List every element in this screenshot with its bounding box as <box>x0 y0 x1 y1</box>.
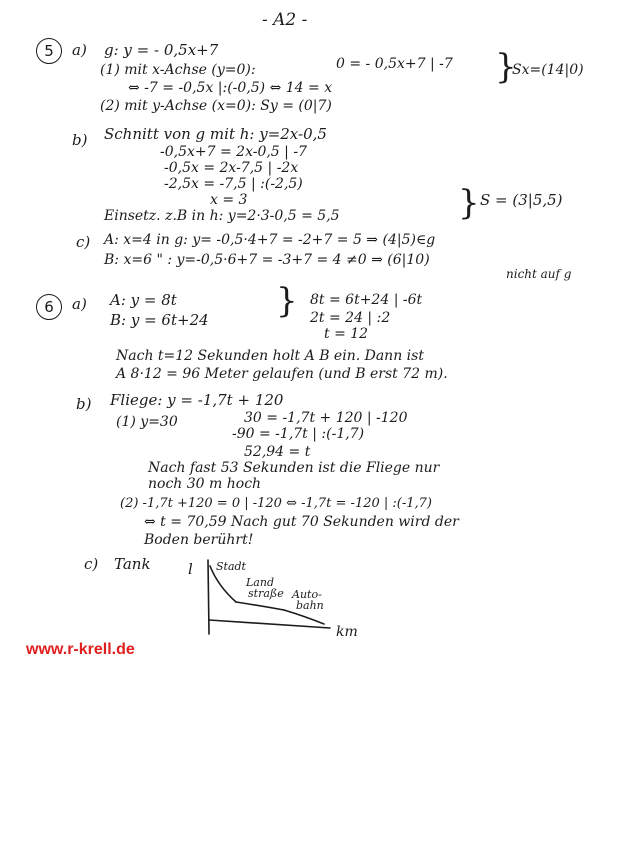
task-6a-runner-b: B: y = 6t+24 <box>110 311 209 329</box>
task-6a-brace: } <box>276 281 298 321</box>
task-5-number: 5 <box>36 38 62 64</box>
page-number-label: - A2 - <box>262 10 308 30</box>
task-5b-intro: Schnitt von g mit h: y=2x-0,5 <box>104 125 327 143</box>
task-5b-label: b) <box>72 131 88 149</box>
task-5a-brace: } <box>495 47 517 87</box>
tank-graph-curve-city <box>210 566 236 602</box>
task-5b-eq4: x = 3 <box>210 192 248 208</box>
task-5b-brace: } <box>458 183 480 223</box>
task-5c-point-a: A: x=4 in g: y= -0,5·4+7 = -2+7 = 5 ⇒ (4|5)∈g <box>104 232 436 248</box>
task-6a-eq3: t = 12 <box>324 326 369 342</box>
task-5c-point-b: B: x=6 " : y=-0,5·6+7 = -3+7 = 4 ≠0 ⇒ (6|10) <box>104 252 430 268</box>
task-5b-substitute: Einsetz. z.B in h: y=2·3-0,5 = 5,5 <box>104 208 340 224</box>
website-link[interactable]: www.r-krell.de <box>26 641 135 658</box>
task-6c-word: Tank <box>114 555 151 573</box>
task-6b-text1: Nach fast 53 Sekunden ist die Fliege nur <box>148 460 440 476</box>
task-6a-eq2: 2t = 24 | :2 <box>310 310 391 326</box>
task-6c-label: c) <box>84 555 99 573</box>
tank-axis-y-label: l <box>188 560 193 578</box>
task-6b-eq3: 52,94 = t <box>244 444 311 460</box>
tank-graph-curve-country <box>236 602 284 610</box>
task-6a-text2: A 8·12 = 96 Meter gelaufen (und B erst 72 m). <box>116 366 448 382</box>
task-6a-runner-a: A: y = 8t <box>110 291 177 309</box>
task-6b-label: b) <box>76 395 92 413</box>
task-5b-eq2: -0,5x = 2x-7,5 | -2x <box>164 160 299 176</box>
task-6b-text2: noch 30 m hoch <box>148 476 262 492</box>
task-5b-eq1: -0,5x+7 = 2x-0,5 | -7 <box>160 144 307 160</box>
task-5c-not-on-g: nicht auf g <box>506 267 572 281</box>
tank-graph-x-axis <box>209 620 330 628</box>
task-6a-text1: Nach t=12 Sekunden holt A B ein. Dann ist <box>116 348 424 364</box>
task-5b-intersection: S = (3|5,5) <box>480 191 563 209</box>
task-5a-x-axis-equation: 0 = - 0,5x+7 | -7 <box>336 56 453 72</box>
task-5a-sx-result: Sx=(14|0) <box>512 62 584 78</box>
task-6a-label: a) <box>72 295 87 313</box>
task-6b-solution: ⇔ t = 70,59 Nach gut 70 Sekunden wird der <box>144 514 459 530</box>
task-6a-eq1: 8t = 6t+24 | -6t <box>310 292 423 308</box>
task-5a-function: g: y = - 0,5x+7 <box>104 41 219 59</box>
task-6b-case1: (1) y=30 <box>116 414 178 430</box>
tank-axis-x-label: km <box>336 624 358 640</box>
tank-label-stadt: Stadt <box>216 560 246 573</box>
task-5a-solve-line: ⇔ -7 = -0,5x |:(-0,5) ⇔ 14 = x <box>128 80 333 96</box>
task-6b-fly-function: Fliege: y = -1,7t + 120 <box>110 391 284 409</box>
task-6-number: 6 <box>36 294 62 320</box>
task-5c-label: c) <box>76 233 91 251</box>
tank-label-land-1: Land <box>246 576 274 589</box>
task-5b-eq3: -2,5x = -7,5 | :(-2,5) <box>164 176 303 192</box>
tank-label-auto-2: bahn <box>296 599 324 612</box>
task-6b-case2: (2) -1,7t +120 = 0 | -120 ⇔ -1,7t = -120 | :(-1,7) <box>120 496 432 511</box>
tank-graph-curve-highway <box>284 610 324 624</box>
task-6b-eq2: -90 = -1,7t | :(-1,7) <box>232 426 365 442</box>
task-5a-y-axis-line: (2) mit y-Achse (x=0): Sy = (0|7) <box>100 98 332 114</box>
tank-graph-y-axis <box>208 560 209 634</box>
task-6b-eq1: 30 = -1,7t + 120 | -120 <box>244 410 408 426</box>
task-6b-conclusion: Boden berührt! <box>144 532 254 548</box>
tank-label-auto-1: Auto- <box>292 588 322 601</box>
task-5a-x-axis-line: (1) mit x-Achse (y=0): <box>100 62 256 78</box>
task-5a-label: a) <box>72 41 87 59</box>
tank-label-land-2: straße <box>248 587 284 600</box>
